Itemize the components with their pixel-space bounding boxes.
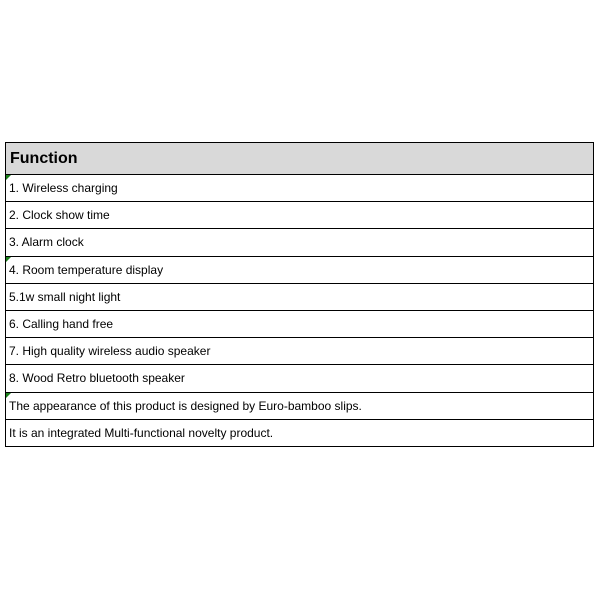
table-cell <box>6 310 594 337</box>
table-cell <box>6 175 594 202</box>
comment-marker-icon <box>6 257 11 262</box>
cell-text: 1. Wireless charging <box>9 181 118 196</box>
table-cell <box>6 229 594 256</box>
table-row <box>6 365 594 392</box>
comment-marker-icon <box>6 175 11 180</box>
cell-text: It is an integrated Multi-functional novelty product. <box>9 425 274 440</box>
table-row <box>6 283 594 310</box>
cell-text: 7. High quality wireless audio speaker <box>9 344 211 359</box>
table-row <box>6 202 594 229</box>
table-row <box>6 229 594 256</box>
table-row <box>6 256 594 283</box>
cell-text: 3. Alarm clock <box>9 235 84 250</box>
table-row <box>6 310 594 337</box>
table-cell <box>6 419 594 446</box>
cell-text: 5.1w small night light <box>9 289 121 304</box>
table-header-row <box>6 143 594 175</box>
cell-text: The appearance of this product is designed by Euro-bamboo slips. <box>9 398 362 413</box>
table-row <box>6 419 594 446</box>
comment-marker-icon <box>6 393 11 398</box>
table-row <box>6 175 594 202</box>
table-row <box>6 392 594 419</box>
table-cell <box>6 283 594 310</box>
cell-text: 8. Wood Retro bluetooth speaker <box>9 371 185 386</box>
cell-text: 4. Room temperature display <box>9 262 164 277</box>
table-cell <box>6 392 594 419</box>
table-cell <box>6 365 594 392</box>
header-cell-function: Function <box>6 143 594 175</box>
table-cell <box>6 338 594 365</box>
table-cell <box>6 202 594 229</box>
cell-text: 2. Clock show time <box>9 208 110 223</box>
table-cell <box>6 256 594 283</box>
function-table <box>5 142 594 447</box>
cell-text: 6. Calling hand free <box>9 317 114 332</box>
table-row <box>6 338 594 365</box>
